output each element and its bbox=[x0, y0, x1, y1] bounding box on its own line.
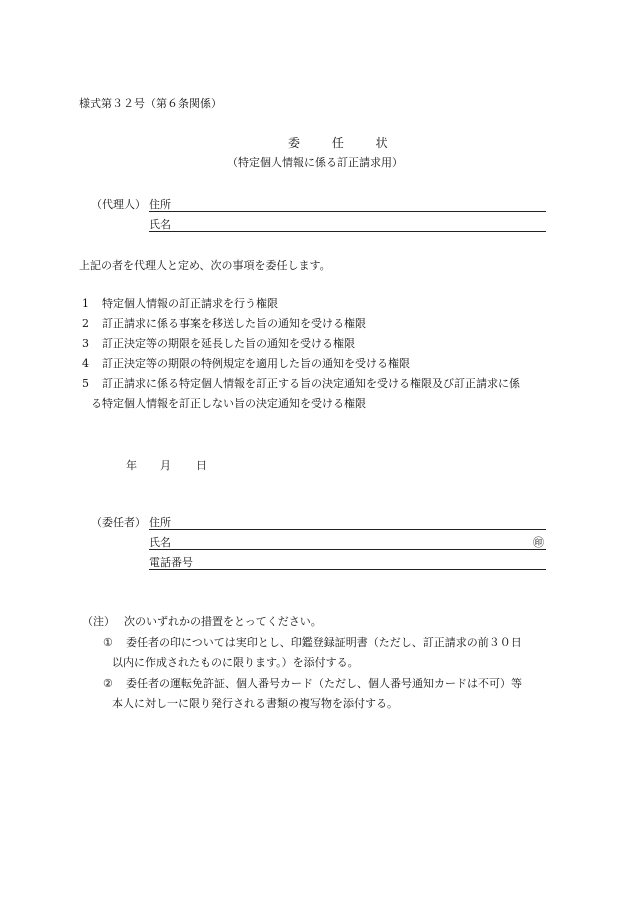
item-number: 2 bbox=[82, 317, 89, 330]
agent-name-label: 氏名 bbox=[149, 218, 171, 231]
note-1-text-continued: 以内に作成されたものに限ります。）を添付する。 bbox=[112, 656, 359, 669]
principal-label: （委任者） bbox=[91, 516, 146, 529]
item-text: 訂正決定等の期限の特例規定を適用した旨の通知を受ける権限 bbox=[102, 357, 410, 370]
intro-text: 上記の者を代理人と定め、次の事項を委任します。 bbox=[79, 259, 331, 272]
item-number: 3 bbox=[82, 337, 89, 350]
note-2-text: 委任者の運転免許証、個人番号カード（ただし、個人番号通知カードは不可）等 bbox=[126, 677, 522, 690]
notes-label: （注） bbox=[82, 615, 115, 628]
note-2-mark: ② bbox=[103, 677, 113, 690]
item-number: 1 bbox=[82, 297, 89, 310]
item-text: 訂正決定等の期限を延長した旨の通知を受ける権限 bbox=[102, 337, 355, 350]
principal-phone-label: 電話番号 bbox=[149, 556, 193, 569]
note-1-text: 委任者の印については実印とし、印鑑登録証明書（ただし、訂正請求の前３０日 bbox=[126, 636, 522, 649]
item-text-continued: る特定個人情報を訂正しない旨の決定通知を受ける権限 bbox=[91, 397, 366, 410]
notes-heading: 次のいずれかの措置をとってください。 bbox=[124, 615, 322, 628]
date-month: 月 bbox=[160, 459, 171, 472]
principal-address-label: 住所 bbox=[149, 516, 171, 529]
item-text: 訂正請求に係る事案を移送した旨の通知を受ける権限 bbox=[102, 317, 366, 330]
agent-name-line[interactable] bbox=[149, 231, 546, 232]
principal-name-label: 氏名 bbox=[149, 536, 171, 549]
principal-phone-line[interactable] bbox=[149, 569, 546, 570]
form-number: 様式第３２号（第６条関係） bbox=[79, 97, 222, 110]
note-1-mark: ① bbox=[103, 636, 113, 649]
document-subtitle: （特定個人情報に係る訂正請求用） bbox=[227, 156, 403, 169]
seal-mark: ㊞ bbox=[533, 536, 544, 549]
principal-name-line[interactable] bbox=[149, 549, 546, 550]
agent-address-line[interactable] bbox=[149, 211, 546, 212]
agent-label: （代理人） bbox=[91, 198, 146, 211]
agent-address-label: 住所 bbox=[149, 198, 171, 211]
item-text: 特定個人情報の訂正請求を行う権限 bbox=[102, 297, 278, 310]
date-day: 日 bbox=[196, 459, 207, 472]
item-number: 4 bbox=[82, 357, 89, 370]
item-text: 訂正請求に係る特定個人情報を訂正する旨の決定通知を受ける権限及び訂正請求に係 bbox=[102, 377, 520, 390]
note-2-text-continued: 本人に対し一に限り発行される書類の複写物を添付する。 bbox=[112, 697, 398, 710]
date-year: 年 bbox=[126, 459, 137, 472]
item-number: 5 bbox=[82, 377, 89, 390]
principal-address-line[interactable] bbox=[149, 529, 546, 530]
document-title: 委 任 状 bbox=[288, 136, 402, 150]
